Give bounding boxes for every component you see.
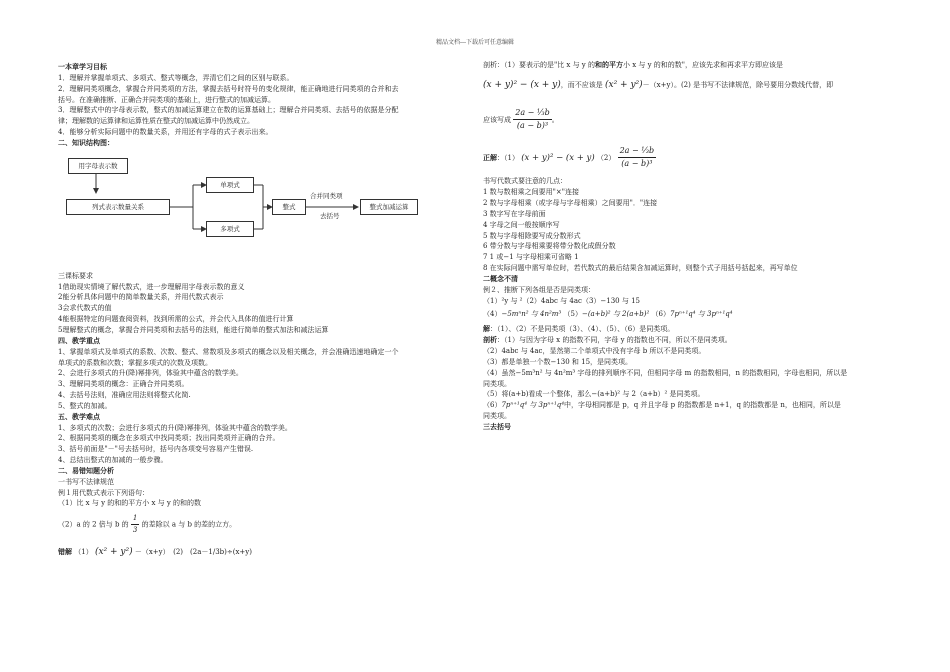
wrong-solution-formula: (x² + y²) bbox=[94, 547, 133, 557]
analysis-line: （2）4abc 与 4ac，显然第二个单项式中没有字母 b 所以不是同类项。 bbox=[483, 347, 706, 355]
section-title-concepts: 二概念不清 bbox=[483, 273, 518, 283]
analysis-label: 剖析 bbox=[483, 335, 497, 345]
question-2-part-b: 的差除以 a 与 b 的差的立方。 bbox=[141, 520, 237, 529]
writing-rule: 4 字母之间一般按顺序写 bbox=[483, 220, 560, 229]
analysis-line: （4）虽然−5m³n² 与 4n²m³ 字母的排列顺序不同，但相同字母 m 的指数相同，n 的指数相同，字母也相同，所以是 bbox=[483, 368, 848, 377]
analysis-line: （3）都是单独一个数−130 和 15，是同类项。 bbox=[483, 357, 633, 366]
example-2-items-1: （1）²y 与 ²（2）4abc 与 4ac（3）−130 与 15 bbox=[483, 296, 640, 305]
question-1: （1）比 x 与 y 的和的平方小 x 与 y 的和的数 bbox=[58, 499, 202, 508]
wrong-solution-label: 错解 bbox=[58, 547, 72, 556]
curriculum-line: 1借助现实情境了解代数式，进一步理解用字母表示数的意义 bbox=[58, 282, 245, 291]
section-title-curriculum: 三课标要求 bbox=[58, 271, 93, 280]
writing-rule: 6 带分数与字母相乘要将带分数化成假分数 bbox=[483, 242, 616, 251]
section-title-error-analysis: 二、易错知题分析 bbox=[58, 465, 114, 475]
goal-line: 律；理解数的运算律和运算性质在整式的加减运算中仍然成立。 bbox=[58, 117, 254, 126]
analysis-line-3: 应该写成 $\frac{\text{2a − ⅓b}}{\text{(a − b)³}}$ 。 bbox=[483, 107, 893, 133]
correct-formula: (x + y)² − (x + y) bbox=[483, 79, 561, 90]
curriculum-line: 3会求代数式的值 bbox=[58, 304, 112, 313]
goal-line: 3．理解整式中的字母表示数，整式的加减运算建立在数的运算基础上；理解合并同类项、去括号的依据是分配 bbox=[58, 106, 399, 115]
key-point-line: 4、去括号法则，准确应用法则将整式化简. bbox=[58, 391, 191, 400]
fraction-one-third: $\frac{1}{3}$ bbox=[132, 514, 138, 535]
writing-rule: 5 数与字母相除要写成分数形式 bbox=[483, 231, 581, 240]
key-point-line: 5、整式的加减。 bbox=[58, 401, 112, 410]
analysis-line: 同类项。 bbox=[483, 412, 511, 421]
example-2: 例２、推断下列各组是否是同类项： bbox=[483, 285, 595, 294]
label-remove-brackets: 去括号 bbox=[320, 211, 340, 220]
curriculum-line: 5理解整式的概念，掌握合并同类项和去括号的法则，能进行简单的整式加法和减法运算 bbox=[58, 325, 329, 334]
box-expressions-quantity-relations: 列式表示数量关系 bbox=[66, 199, 170, 215]
writing-rule: 2 数与字母相乘（或字母与字母相乘）之间要用"．"连接 bbox=[483, 199, 658, 208]
incorrect-formula: (x² + y²) bbox=[605, 79, 643, 90]
goal-line: 括号。在准确推断、正确合并同类项的基础上，进行整式的加减运算。 bbox=[58, 95, 275, 104]
solution: 解：（1）、（2）不是同类项（3）、（4）、（5）、（6）是同类项。 bbox=[483, 324, 675, 334]
subsection-writing: 一书写不法律规范 bbox=[58, 477, 114, 486]
writing-rule: 3 数字写在字母前面 bbox=[483, 209, 546, 218]
writing-rule: 8 在实际问题中需写单位时，若代数式的最后结果含加减运算时，则整个式子用括号括起来，再写单位 bbox=[483, 264, 798, 273]
box-monomial: 单项式 bbox=[206, 177, 254, 193]
wrong-solution: 错解 （1） (x² + y²) －（x+y） (2) (2a－1/3b)÷(x+y) bbox=[58, 547, 252, 557]
example-1: 例１用代数式表示下列语句： bbox=[58, 488, 149, 497]
section-title-difficulties: 五、教学难点 bbox=[58, 411, 100, 421]
question-2-part-a: （2）a 的 2 倍与 b 的 bbox=[58, 520, 129, 529]
analysis-line: （5）将(a+b)看成一个整体，那么−(a+b)² 与 2（a+b）² 是同类项。 bbox=[483, 390, 705, 399]
box-polynomial: 多项式 bbox=[206, 221, 254, 237]
curriculum-line: 4能根据特定的问题查阅资料，找到所需的公式，并会代入具体的值进行计算 bbox=[58, 315, 294, 324]
box-addition-subtraction: 整式加减运算 bbox=[360, 199, 418, 215]
key-point-line: 2、会进行多项式的升(降)幂排列，体验其中蕴含的数学美。 bbox=[58, 369, 243, 378]
section-title-goals: 一本章学习目标 bbox=[58, 62, 107, 71]
fraction-expression: $\frac{\text{2a − ⅓b}}{\text{(a − b)³}}$ bbox=[515, 107, 550, 131]
analysis-line: 同类项。 bbox=[483, 379, 511, 388]
left-column bbox=[58, 62, 468, 560]
solution-label: 解 bbox=[483, 324, 490, 334]
analysis-line-2: (x + y)² − (x + y)，而不应该是 (x² + y²)－（x+y）。(2) 是书写不法律规范，除号要用分数线代替，即 bbox=[483, 79, 834, 90]
knowledge-structure-diagram bbox=[58, 153, 468, 251]
box-integral-expression: 整式 bbox=[272, 199, 306, 215]
key-point-line: 单项式的系数和次数；掌握多项式的次数及项数。 bbox=[58, 358, 212, 367]
example-2-items-2: （4）−5mⁿn² 与 4n²m³ （5）−(a+b)² 与 2(a+b)² （6）7pⁿ⁺¹q⁴ 与 3pⁿ⁺¹q⁴ bbox=[483, 310, 733, 319]
goal-line: 2．理解同类项概念，掌握合并同类项的方法，掌握去括号时符号的变化规律，能正确地进行同类项的合并和去 bbox=[58, 84, 399, 93]
label-combine-like-terms: 合并同类项 bbox=[310, 191, 343, 200]
correct-solution: 正解：（1） (x + y)² − (x + y) （2） $\frac{\text{2a − ⅓b}}{\text{(a − b)³}}$ bbox=[483, 145, 893, 171]
analysis-1: 剖析：（1）与因为字母 x 的指数不同，字母 y 的指数也不同，所以不是同类项。 bbox=[483, 335, 732, 345]
right-column bbox=[483, 60, 893, 433]
analysis-line-1: 剖析：（1）要表示的是"比 x 与 y 的和的平方小 x 与 y 的和的数"，应该先求和再求平方即应该是 bbox=[483, 60, 784, 69]
question-2 bbox=[58, 513, 468, 536]
goal-line: 4．能够分析实际问题中的数量关系，并用还有字母的式子表示出来。 bbox=[58, 128, 273, 137]
key-point-line: 3、理解同类项的概念：正确合并同类项。 bbox=[58, 380, 189, 389]
key-point-line: 1、掌握单项式及单项式的系数、次数、整式、常数项及多项式的概念以及相关概念，并会准确迅速地确定一个 bbox=[58, 347, 399, 356]
difficulty-line: 1、多项式的次数；会进行多项式的升(降)幂排列，体验其中蕴含的数学美。 bbox=[58, 423, 292, 432]
box-letters-represent-numbers: 用字母表示数 bbox=[68, 158, 128, 174]
difficulty-line: 2、根据同类项的概念在多项式中找同类项；找出同类项并正确的合并。 bbox=[58, 434, 280, 443]
section-title-remove-brackets: 三去括号 bbox=[483, 421, 511, 431]
correct-solution-label: 正解 bbox=[483, 152, 497, 162]
writing-rule: 7 1 或−1 与字母相乘可省略 1 bbox=[483, 253, 579, 262]
writing-rules-title: 书写代数式要注意的几点： bbox=[483, 177, 567, 186]
fraction-expression-answer: $\frac{\text{2a − ⅓b}}{\text{(a − b)³}}$ bbox=[619, 145, 655, 168]
difficulty-line: 4、总结出整式的加减的一般步骤。 bbox=[58, 456, 168, 465]
section-title-key-points: 四、教学重点 bbox=[58, 335, 100, 345]
section-title-structure: 二、知识结构图： bbox=[58, 137, 114, 147]
curriculum-line: 2能分析具体问题中的简单数量关系，并用代数式表示 bbox=[58, 293, 224, 302]
analysis-line-6: （6）7pⁿ⁺¹q⁴ 与 3pⁿ⁺¹q⁴中，字母相同都是 p，q 并且字母 p 的指数都是 n+1，q 的指数都是 n，也相同，所以是 bbox=[483, 401, 841, 410]
difficulty-line: 3、括号前面是"－"号去括号时，括号内各项变号容易产生错误. bbox=[58, 445, 254, 454]
page-header: 精品文档---下载后可任意编辑 bbox=[435, 39, 515, 46]
writing-rule: 1 数与数相乘之间要用"×"连接 bbox=[483, 188, 579, 197]
goal-line: 1．理解并掌握单项式、多项式、整式等概念，弄清它们之间的区别与联系。 bbox=[58, 73, 294, 82]
